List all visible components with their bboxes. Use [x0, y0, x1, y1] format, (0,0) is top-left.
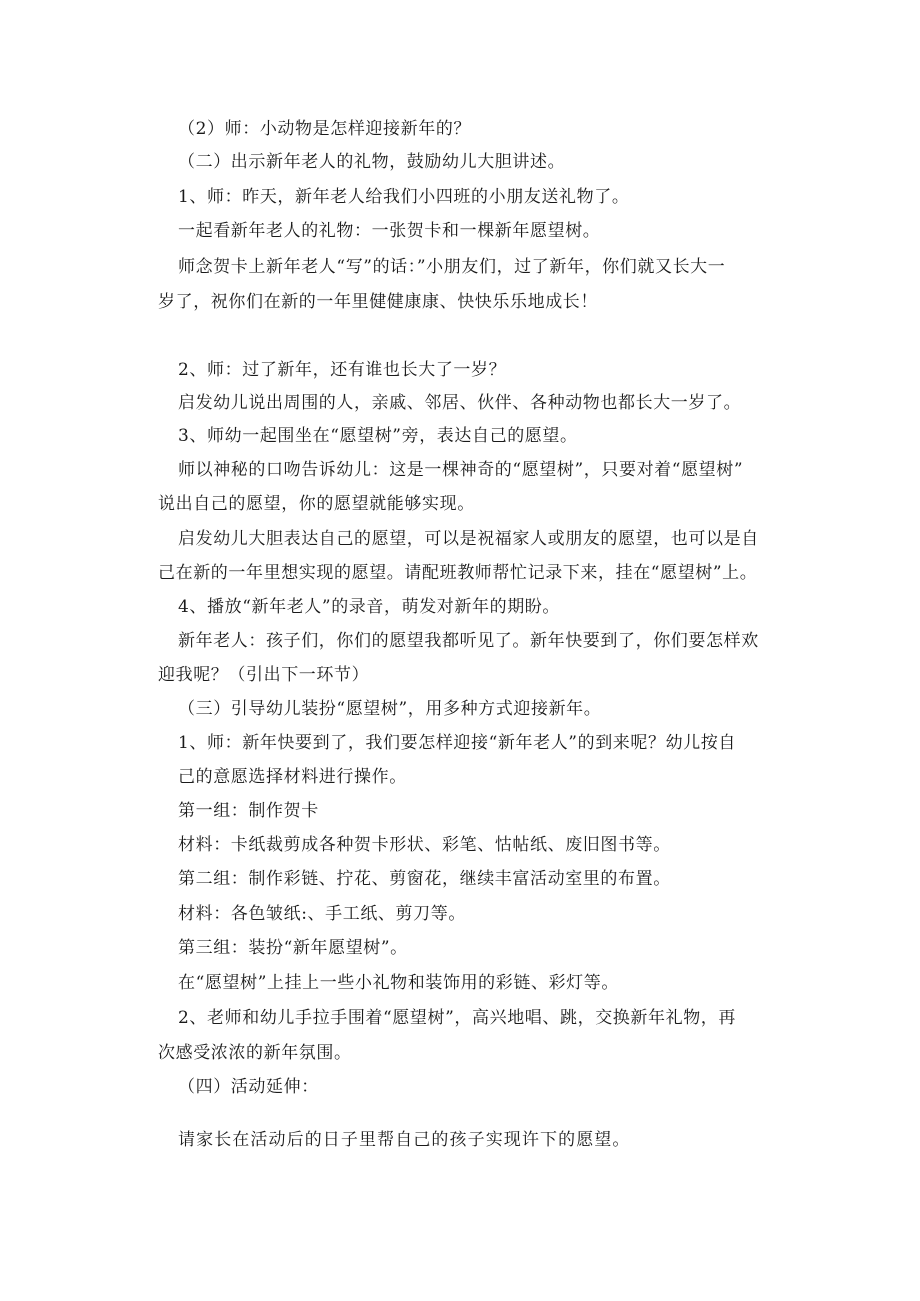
- section-heading: （二）出示新年老人的礼物，鼓励幼儿大胆讲述。: [178, 152, 566, 172]
- text-line: 说出自己的愿望，你的愿望就能够实现。: [158, 494, 475, 514]
- text-line: 岁了，祝你们在新的一年里健健康康、快快乐乐地成长！: [158, 292, 598, 312]
- text-line: （2）师：小动物是怎样迎接新年的？: [178, 119, 472, 139]
- text-line: 新年老人：孩子们，你们的愿望我都听见了。新年快要到了，你们要怎样欢: [178, 631, 759, 651]
- text-line: 4、播放“新年老人”的录音，萌发对新年的期盼。: [178, 597, 560, 617]
- text-line: 请家长在活动后的日子里帮自己的孩子实现许下的愿望。: [178, 1130, 631, 1150]
- text-line: 师以神秘的口吻告诉幼儿：这是一棵神奇的“愿望树”，只要对着“愿望树”: [178, 460, 744, 480]
- text-line: 第一组：制作贺卡: [178, 801, 319, 821]
- text-line: 1、师：新年快要到了，我们要怎样迎接“新年老人”的到来呢？幼儿按自: [178, 733, 736, 753]
- section-heading: （四）活动延伸：: [178, 1077, 319, 1097]
- text-line: 材料：卡纸裁剪成各种贺卡形状、彩笔、怙帖纸、废旧图书等。: [178, 835, 671, 855]
- text-line: 第三组：装扮“新年愿望树”。: [178, 938, 408, 958]
- text-line: 在“愿望树”上挂上一些小礼物和装饰用的彩链、彩灯等。: [178, 973, 619, 993]
- text-line: 1、师：昨天，新年老人给我们小四班的小朋友送礼物了。: [178, 187, 630, 207]
- text-line: 己在新的一年里想实现的愿望。请配班教师帮忙记录下来，挂在“愿望树”上。: [158, 563, 758, 583]
- text-line: 己的意愿选择材料进行操作。: [178, 767, 407, 787]
- text-line: 第二组：制作彩链、拧花、剪窗花，继续丰富活动室里的布置。: [178, 869, 671, 889]
- text-line: 一起看新年老人的礼物：一张贺卡和一棵新年愿望树。: [178, 221, 601, 241]
- text-line: 3、师幼一起围坐在“愿望树”旁，表达自己的愿望。: [178, 426, 578, 446]
- text-line: 启发幼儿大胆表达自己的愿望，可以是祝福家人或朋友的愿望，也可以是自: [178, 529, 759, 549]
- text-line: 材料：各色皱纸:、手工纸、剪刀等。: [178, 904, 466, 924]
- section-heading: （三）引导幼儿装扮“愿望树”，用多种方式迎接新年。: [178, 699, 602, 719]
- text-line: 2、师：过了新年，还有谁也长大了一岁？: [178, 360, 507, 380]
- text-line: 2、老师和幼儿手拉手围着“愿望树”，高兴地唱、跳，交换新年礼物，再: [178, 1008, 736, 1028]
- text-line: 启发幼儿说出周围的人，亲戚、邻居、伙伴、各种动物也都长大一岁了。: [178, 393, 742, 413]
- text-line: 次感受浓浓的新年氛围。: [158, 1043, 352, 1063]
- text-line: 迎我呢？（引出下一环节）: [158, 665, 370, 685]
- text-line: 师念贺卡上新年老人“写”的话：”小朋友们，过了新年，你们就又长大一: [178, 257, 726, 277]
